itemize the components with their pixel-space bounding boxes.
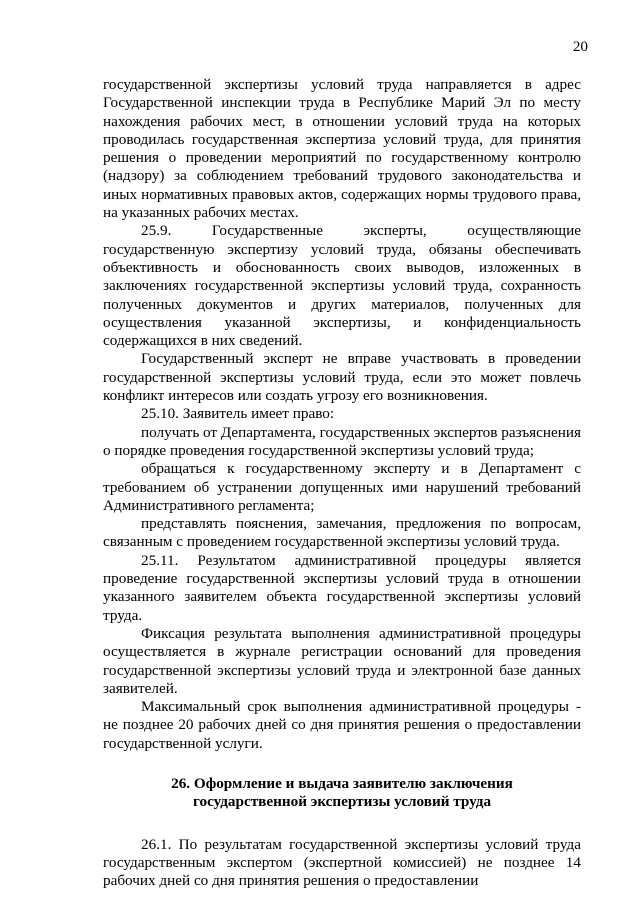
paragraph: получать от Департамента, государственных экспертов разъяснения о порядке проведения государственной экспертизы условий труда;	[103, 423, 582, 459]
paragraphs-after-heading	[103, 836, 581, 891]
paragraph: Фиксация результата выполнения административной процедуры осуществляется в журнале регистрации оснований для проведения государственной экспертизы условий труда и электронной базе данных заявителей.	[103, 624, 581, 697]
paragraph-25-11: 25.11. Результатом административной процедуры является проведение государственной экспертизы условий труда в отношении указанного заявителем объекта государственной экспертизы условий труда.	[103, 551, 581, 624]
section-heading-line: государственной экспертизы условий труда	[192, 793, 492, 811]
page-number: 20	[572, 38, 588, 55]
paragraph: обращаться к государственному эксперту и в Департамент с требованием об устранении допущенных ими нарушений требований Административного регламента;	[103, 460, 581, 514]
paragraph-26-1: 26.1. По результатам государственной экспертизы условий труда государственным экспертом (экспертной комиссией) не позднее 14 рабочих дней со дня принятия решения о предоставлении	[103, 835, 581, 890]
section-heading-line: 26. Оформление и выдача заявителю заключения	[171, 774, 513, 792]
section-heading-26	[103, 775, 581, 812]
paragraph: Максимальный срок выполнения административной процедуры - не позднее 20 рабочих дней со дня принятия решения о предоставлении государственной услуги.	[103, 698, 581, 752]
paragraph: представлять пояснения, замечания, предложения по вопросам, связанным с проведением государственной экспертизы условий труда.	[103, 515, 581, 551]
paragraph: государственной экспертизы условий труда направляется в адрес Государственной инспекции труда в Республике Марий Эл по месту нахождения рабочих мест, в отношении условий труда на которых проводилась государственная экспертиза условий труда, для принятия решения о проведении мероприятий по государственному контролю (надзору) за соблюдением требований трудового законодательства и иных нормативных правовых актов, содержащих нормы трудового права, на указанных рабочих местах.	[103, 76, 581, 222]
paragraph-25-10: 25.10. Заявитель имеет право:	[141, 405, 335, 423]
paragraph: Государственный эксперт не вправе участвовать в проведении государственной экспертизы условий труда, если это может повлечь конфликт интересов или создать угрозу его возникновения.	[103, 350, 581, 405]
paragraph-25-9: 25.9. Государственные эксперты, осуществляющие государственную экспертизу условий труда, обязаны обеспечивать объективность и обоснованность своих выводов, изложенных в заключениях государственной экспертизы условий труда, сохранность полученных документов и других материалов, полученных для осуществления указанной экспертизы, и конфиденциальность содержащихся в них сведений.	[103, 222, 581, 350]
document-body	[103, 76, 581, 890]
paragraphs-before-heading	[103, 76, 581, 753]
